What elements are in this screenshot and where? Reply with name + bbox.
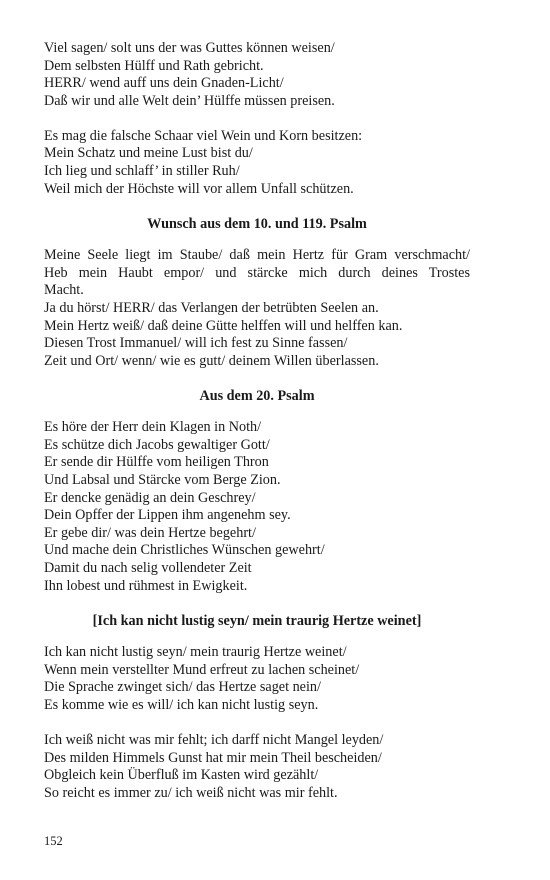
poem-heading-psalm-20: Aus dem 20. Psalm — [199, 387, 315, 404]
poem-stanza-1 — [44, 40, 470, 110]
verse-line: Meine Seele liegt im Staube/ daß mein Hertz für Gram verschmacht/ — [44, 247, 470, 264]
poem-heading-lustig: [Ich kan nicht lustig seyn/ mein traurig Hertze weinet] — [92, 612, 422, 629]
verse-line: Es mag die falsche Schaar viel Wein und Korn besitzen: — [44, 127, 363, 144]
verse-line: Damit du nach selig vollendeter Zeit — [44, 560, 252, 577]
verse-line: Dem selbsten Hülff und Rath gebricht. — [44, 57, 264, 74]
verse-line: Macht. — [44, 282, 84, 299]
verse-line: Ihn lobest und rühmest in Ewigkeit. — [44, 577, 248, 594]
verse-line: Ja du hörst/ HERR/ das Verlangen der betrübten Seelen an. — [44, 299, 379, 316]
verse-line: Er gebe dir/ was dein Hertze begehrt/ — [44, 524, 256, 541]
verse-line: Es schütze dich Jacobs gewaltiger Gott/ — [44, 436, 270, 453]
verse-line: Ich lieg und schlaff’ in stiller Ruh/ — [44, 162, 240, 179]
verse-line: Daß wir und alle Welt dein’ Hülffe müssen preisen. — [44, 92, 335, 109]
poem-stanza-2 — [44, 128, 470, 198]
verse-line: Mein Hertz weiß/ daß deine Gütte helffen will und helffen kan. — [44, 317, 403, 334]
page-number: 152 — [44, 834, 63, 848]
verse-line: Heb mein Haubt empor/ und stärcke mich durch deines Trostes — [44, 264, 470, 281]
verse-line: HERR/ wend auff uns dein Gnaden-Licht/ — [44, 75, 284, 92]
verse-line: Viel sagen/ solt uns der was Guttes können weisen/ — [44, 40, 335, 56]
poem-heading-psalm-10-119: Wunsch aus dem 10. und 119. Psalm — [147, 215, 367, 232]
verse-line: Weil mich der Höchste will vor allem Unfall schützen. — [44, 180, 354, 197]
poem-stanza-3 — [44, 247, 470, 370]
verse-line: Ich kan nicht lustig seyn/ mein traurig Hertze weinet/ — [44, 644, 347, 661]
verse-line: Er sende dir Hülffe vom heiligen Thron — [44, 454, 269, 471]
verse-line: Wenn mein verstellter Mund erfreut zu lachen scheinet/ — [44, 661, 360, 678]
verse-line: Dein Opffer der Lippen ihm angenehm sey. — [44, 507, 291, 524]
verse-line: Es höre der Herr dein Klagen in Noth/ — [44, 419, 262, 436]
verse-line: Diesen Trost Immanuel/ will ich fest zu Sinne fassen/ — [44, 335, 348, 352]
verse-line: Mein Schatz und meine Lust bist du/ — [44, 145, 253, 162]
verse-line: Er dencke genädig an dein Geschrey/ — [44, 489, 256, 506]
verse-line: Obgleich kein Überfluß im Kasten wird gezählt/ — [44, 767, 319, 784]
verse-line: Es komme wie es will/ ich kan nicht lustig seyn. — [44, 696, 319, 713]
verse-line: Ich weiß nicht was mir fehlt; ich darff nicht Mangel leyden/ — [44, 731, 384, 748]
poem-stanza-6 — [44, 732, 470, 802]
page-body — [44, 40, 470, 820]
poem-stanza-5 — [44, 644, 470, 714]
verse-line: Die Sprache zwinget sich/ das Hertze saget nein/ — [44, 679, 321, 696]
verse-line: So reicht es immer zu/ ich weiß nicht was mir fehlt. — [44, 784, 338, 801]
poem-stanza-4 — [44, 419, 470, 595]
verse-line: Zeit und Ort/ wenn/ wie es gutt/ deinem Willen überlassen. — [44, 352, 379, 369]
verse-line: Des milden Himmels Gunst hat mir mein Theil bescheiden/ — [44, 749, 382, 766]
verse-line: Und mache dein Christliches Wünschen gewehrt/ — [44, 542, 325, 559]
verse-line: Und Labsal und Stärcke vom Berge Zion. — [44, 472, 281, 489]
